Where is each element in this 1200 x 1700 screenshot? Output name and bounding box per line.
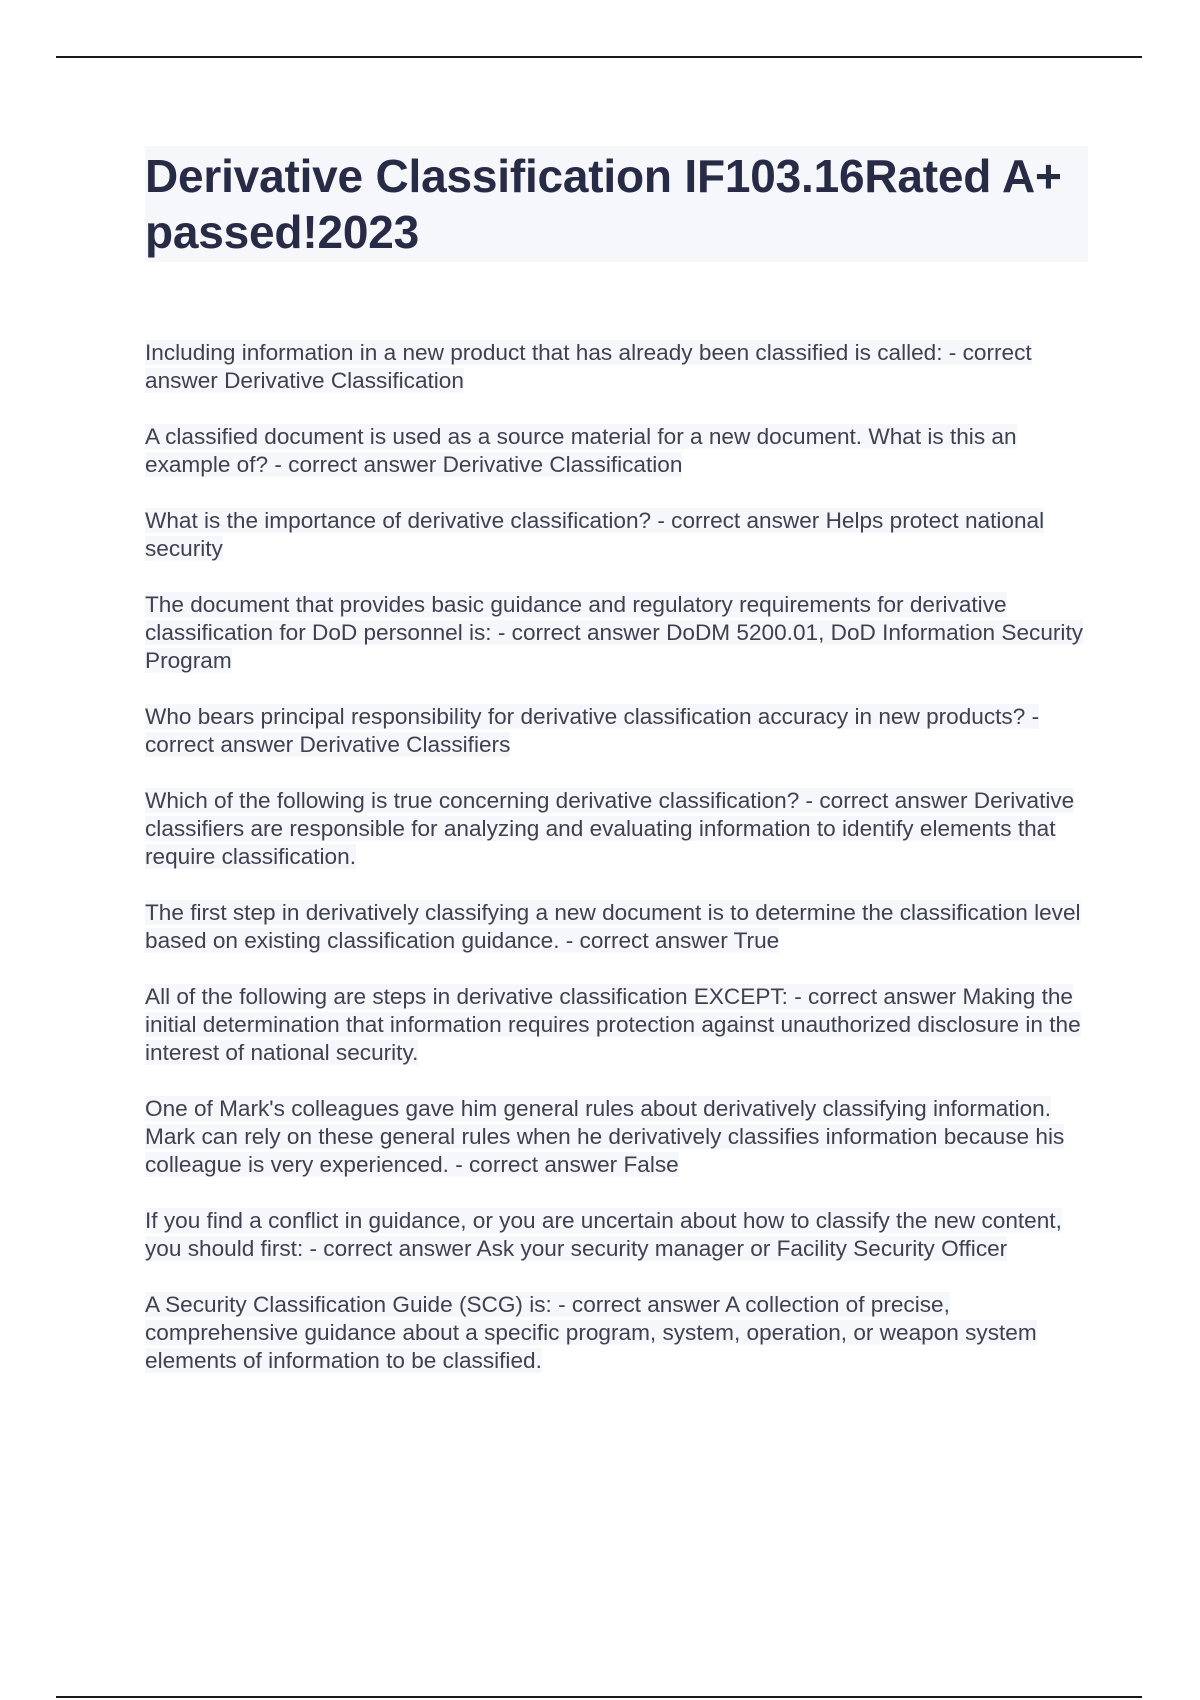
bottom-divider (56, 1696, 1142, 1698)
qa-text: Which of the following is true concerning derivative classification? - correct answer Derivative classifiers are responsible for analyzing and evaluating information to identify elements that require classification. (145, 788, 1075, 869)
qa-text: Including information in a new product that has already been classified is called: - correct answer Derivative Classification (145, 340, 1032, 393)
qa-item-9 (145, 1095, 1095, 1179)
qa-item-4 (145, 591, 1095, 675)
qa-item-1 (145, 339, 1095, 395)
qa-item-11 (145, 1291, 1095, 1375)
qa-text: One of Mark's colleagues gave him general rules about derivatively classifying information. Mark can rely on these general rules when he derivatively classifies information because his colleague is very experienced. - correct answer False (145, 1096, 1065, 1177)
qa-text: All of the following are steps in derivative classification EXCEPT: - correct answer Making the initial determination that information requires protection against unauthorized disclosure in the interest of national security. (145, 984, 1081, 1065)
qa-item-3 (145, 507, 1095, 563)
qa-text: The document that provides basic guidance and regulatory requirements for derivative classification for DoD personnel is: - correct answer DoDM 5200.01, DoD Information Security Program (145, 592, 1084, 673)
question-answer-list (145, 339, 1095, 1403)
qa-text: A classified document is used as a source material for a new document. What is this an example of? - correct answer Derivative Classification (145, 424, 1017, 477)
qa-text: If you find a conflict in guidance, or you are uncertain about how to classify the new content, you should first: - correct answer Ask your security manager or Facility Security Officer (145, 1208, 1062, 1261)
top-divider (56, 56, 1142, 58)
qa-item-8 (145, 983, 1095, 1067)
qa-text: What is the importance of derivative classification? - correct answer Helps protect national security (145, 508, 1045, 561)
document-title: Derivative Classification IF103.16Rated A+ passed!2023 (145, 150, 1062, 258)
qa-text: A Security Classification Guide (SCG) is: - correct answer A collection of precise, comprehensive guidance about a specific program, system, operation, or weapon system elements of information to be classified. (145, 1292, 1037, 1373)
qa-item-5 (145, 703, 1095, 759)
qa-text: Who bears principal responsibility for derivative classification accuracy in new products? - correct answer Derivative Classifiers (145, 704, 1040, 757)
qa-item-6 (145, 787, 1095, 871)
qa-item-7 (145, 899, 1095, 955)
qa-text: The first step in derivatively classifying a new document is to determine the classification level based on existing classification guidance. - correct answer True (145, 900, 1081, 953)
qa-item-2 (145, 423, 1095, 479)
qa-item-10 (145, 1207, 1095, 1263)
title-block (145, 146, 1088, 262)
